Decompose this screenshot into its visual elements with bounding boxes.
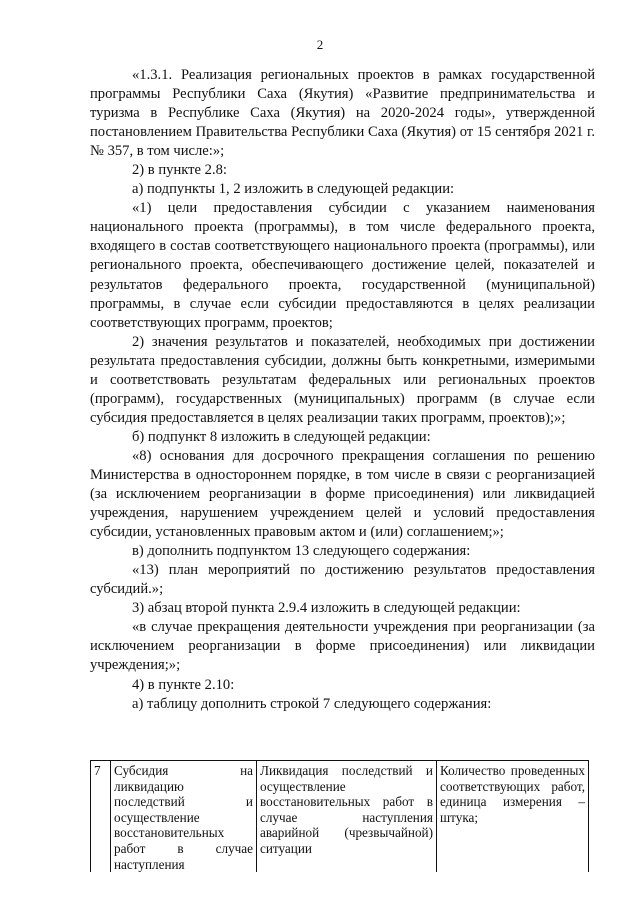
document-body [90, 66, 595, 714]
paragraph-12: 4) в пункте 2.10: [132, 676, 235, 693]
paragraph-5: 2) значения результатов и показателей, необходимых при достижении результата предоставления субсидии, должны быть конкретными, измеримыми и соответствовать результатам федеральных или региональных проектов (программ), государственных (муниципальных) программ (в случае если субсидия предоставляется в целях реализации таких программ, проектов);»; [90, 333, 595, 426]
subsidy-table [90, 760, 588, 872]
page-number: 2 [316, 37, 324, 52]
paragraph-13: а) таблицу дополнить строкой 7 следующего содержания: [132, 695, 492, 712]
paragraph-11: «в случае прекращения деятельности учреждения при реорганизации (за исключением реорганизации в форме присоединения) или ликвидации учреждения;»; [90, 619, 595, 674]
subsidy-name-cell: Субсидия на ликвидацию последствий и осуществление восстановительных работ в случае наступления [111, 761, 257, 873]
indicator-cell: Количество проведенных соответствующих работ, единица измерения – штука; [437, 761, 589, 873]
row-number-cell: 7 [91, 761, 111, 873]
paragraph-4: «1) цели предоставления субсидии с указанием наименования национального проекта (программы), в том числе федерального проекта, входящего в состав соответствующего национального проекта (программы), или регионального проекта, обеспечивающего достижение целей, показателей и результатов федерального проекта, государственной (муниципальной) программы, в случае если субсидии предоставляются в целях реализации соответствующих программ, проектов; [90, 200, 595, 331]
paragraph-3: а) подпункты 1, 2 изложить в следующей редакции: [132, 181, 455, 198]
paragraph-7: «8) основания для досрочного прекращения соглашения по решению Министерства в одностороннем порядке, в том числе в связи с реорганизацией (за исключением реорганизации в форме присоединения) или ликвидацией учреждения, нарушением учреждением целей и условий предоставления субсидии, установленных правовым актом и (или) соглашением;»; [90, 447, 595, 541]
paragraph-8: в) дополнить подпунктом 13 следующего содержания: [132, 543, 471, 560]
table-row [91, 761, 589, 873]
paragraph-2: 2) в пункте 2.8: [132, 162, 227, 179]
paragraph-10: 3) абзац второй пункта 2.9.4 изложить в следующей редакции: [132, 600, 521, 617]
result-cell: Ликвидация последствий и осуществление восстановительных работ в случае наступления аварийной (чрезвычайной) ситуации [257, 761, 437, 873]
paragraph-1: «1.3.1. Реализация региональных проектов в рамках государственной программы Республики Саха (Якутия) «Развитие предпринимательства и туризма в Республике Саха (Якутия) на 2020-2024 годы», утвержденной постановлением Правительства Республики Саха (Якутия) от 15 сентября 2021 г. № 357, в том числе:»; [90, 67, 595, 160]
paragraph-9: «13) план мероприятий по достижению результатов предоставления субсидий.»; [90, 562, 595, 598]
paragraph-6: б) подпункт 8 изложить в следующей редакции: [132, 428, 431, 445]
